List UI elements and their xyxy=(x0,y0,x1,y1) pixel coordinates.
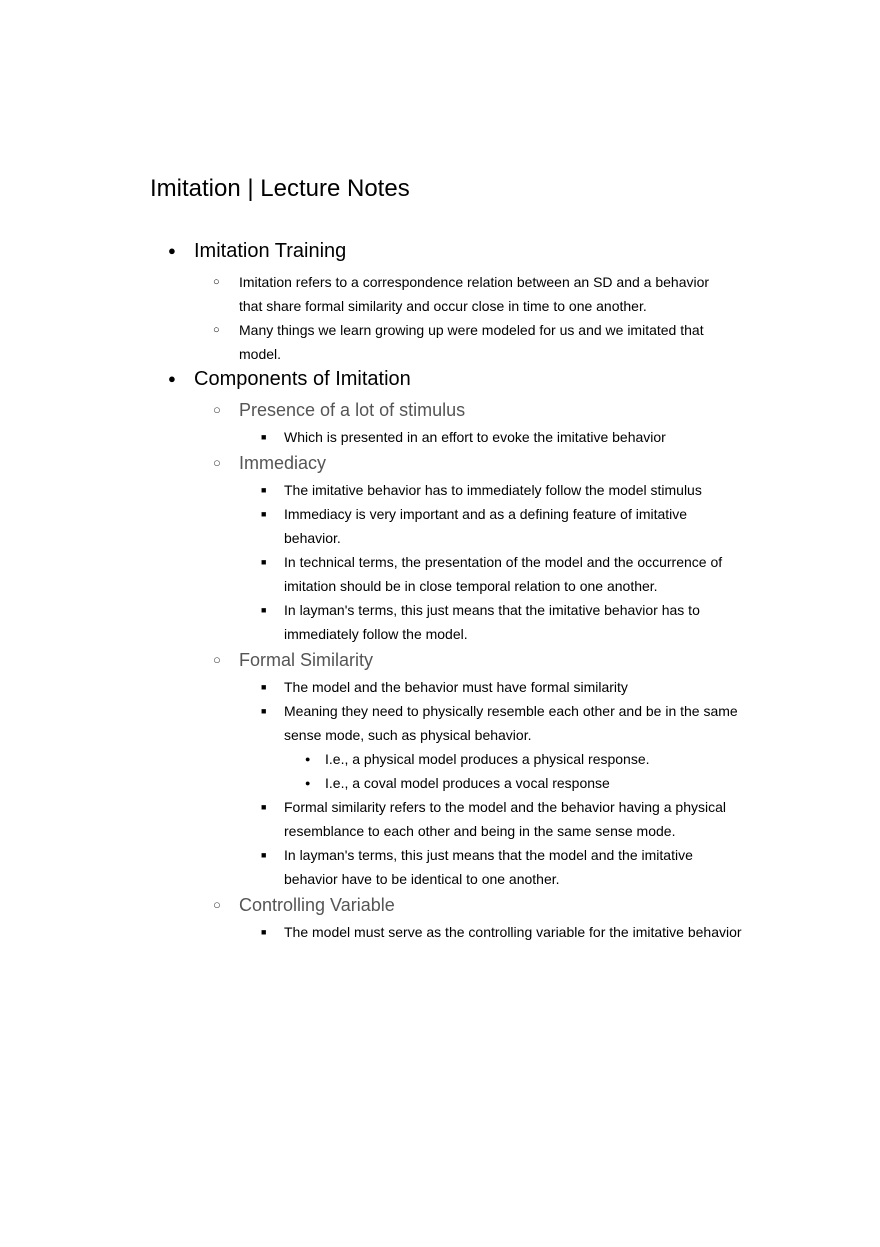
sub-list xyxy=(213,398,742,944)
sub-list xyxy=(213,270,729,366)
list-item: ○ Many things we learn growing up were modeled for us and we imitated that model. xyxy=(213,318,729,366)
list-item: ■ Which is presented in an effort to evoke the imitative behavior xyxy=(258,425,739,449)
list-item: ■ In layman's terms, this just means that the model and the imitative behavior have to be identical to one another. xyxy=(258,843,739,891)
page-title: Imitation | Lecture Notes xyxy=(150,175,410,202)
example-list xyxy=(303,747,739,795)
subheading-presence-of-stimulus: ○ Presence of a lot of stimulus xyxy=(213,398,739,422)
detail-list xyxy=(258,478,739,646)
list-item: ■ Meaning they need to physically resemble each other and be in the same sense mode, such as physical behavior. xyxy=(258,699,739,747)
subheading-controlling-variable: ○ Controlling Variable xyxy=(213,893,739,917)
detail-list xyxy=(258,425,739,449)
section-components-of-imitation xyxy=(168,366,742,944)
section-heading: ● Components of Imitation xyxy=(168,366,739,392)
list-item: ■ The model must serve as the controlling variable for the imitative behavior xyxy=(258,920,739,944)
subheading-formal-similarity: ○ Formal Similarity xyxy=(213,648,739,672)
section-heading: ● Imitation Training xyxy=(168,238,729,264)
list-item: ■ The imitative behavior has to immediately follow the model stimulus xyxy=(258,478,739,502)
list-item: ■ In technical terms, the presentation of the model and the occurrence of imitation should be in close temporal relation to one another. xyxy=(258,550,739,598)
example-item: ● I.e., a physical model produces a physical response. xyxy=(303,747,739,771)
list-item: ■ Formal similarity refers to the model and the behavior having a physical resemblance to each other and being in the same sense mode. xyxy=(258,795,739,843)
subheading-immediacy: ○ Immediacy xyxy=(213,451,739,475)
list-item: ■ In layman's terms, this just means that the imitative behavior has to immediately follow the model. xyxy=(258,598,739,646)
list-item: ■ Immediacy is very important and as a defining feature of imitative behavior. xyxy=(258,502,739,550)
detail-list xyxy=(258,920,742,944)
section-imitation-training xyxy=(168,238,729,366)
list-item: ○ Imitation refers to a correspondence relation between an SD and a behavior that share formal similarity and occur close in time to one another. xyxy=(213,270,729,318)
detail-list xyxy=(258,675,739,891)
example-item: ● I.e., a coval model produces a vocal response xyxy=(303,771,739,795)
list-item: ■ The model and the behavior must have formal similarity xyxy=(258,675,739,699)
